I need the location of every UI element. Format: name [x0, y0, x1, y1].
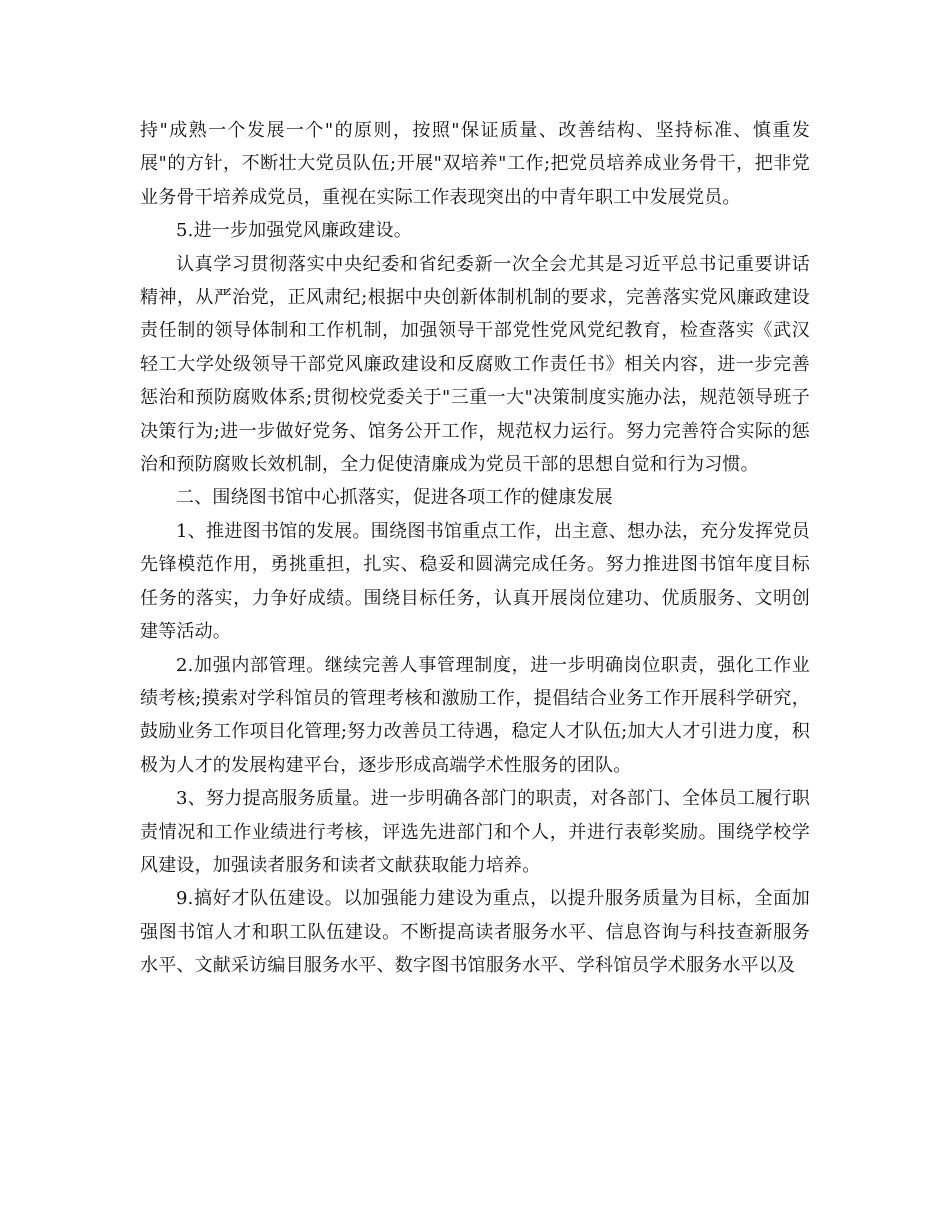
- paragraph-internal-management: 2.加强内部管理。继续完善人事管理制度，进一步明确岗位职责，强化工作业绩考核;摸索对学科馆员的管理考核和激励工作，提倡结合业务工作开展科学研究，鼓励业务工作项目化管理;努力改善员工待遇，稳定人才队伍;加大人才引进力度，积极为人才的发展构建平台，逐步形成高端学术性服务的团队。: [140, 654, 810, 776]
- paragraph-party-development: 持"成熟一个发展一个"的原则，按照"保证质量、改善结构、坚持标准、慎重发展"的方针，不断壮大党员队伍;开展"双培养"工作;把党员培养成业务骨干，把非党业务骨干培养成党员，重视在实际工作表现突出的中青年职工中发展党员。: [140, 120, 810, 208]
- paragraph-service-quality: 3、努力提高服务质量。进一步明确各部门的职责，对各部门、全体员工履行职责情况和工作业绩进行考核，评选先进部门和个人，并进行表彰奖励。围绕学校学风建设，加强读者服务和读者文献获取能力培养。: [140, 788, 810, 876]
- paragraph-integrity-building: 认真学习贯彻落实中央纪委和省纪委新一次全会尤其是习近平总书记重要讲话精神，从严治党，正风肃纪;根据中央创新体制机制的要求，完善落实党风廉政建设责任制的领导体制和工作机制，加强领导干部党性党风党纪教育，检查落实《武汉轻工大学处级领导干部党风廉政建设和反腐败工作责任书》相关内容，进一步完善惩治和预防腐败体系;贯彻校党委关于"三重一大"决策制度实施办法，规范领导班子决策行为;进一步做好党务、馆务公开工作，规范权力运行。努力完善符合实际的惩治和预防腐败长效机制，全力促使清廉成为党员干部的思想自觉和行为习惯。: [140, 253, 810, 476]
- paragraph-team-building: 9.搞好才队伍建设。以加强能力建设为重点，以提升服务质量为目标，全面加强图书馆人才和职工队伍建设。不断提高读者服务水平、信息咨询与科技查新服务水平、文献采访编目服务水平、数字图书馆服务水平、学科馆员学术服务水平以及: [140, 888, 810, 977]
- section-heading-library-center: 二、围绕图书馆中心抓落实，促进各项工作的健康发展: [176, 487, 613, 509]
- paragraph-library-development: 1、推进图书馆的发展。围绕图书馆重点工作，出主意、想办法，充分发挥党员先锋模范作用，勇挑重担，扎实、稳妥和圆满完成任务。努力推进图书馆年度目标任务的落实，力争好成绩。围绕目标任务，认真开展岗位建功、优质服务、文明创建等活动。: [140, 520, 810, 643]
- heading-integrity-building: 5.进一步加强党风廉政建设。: [176, 220, 412, 242]
